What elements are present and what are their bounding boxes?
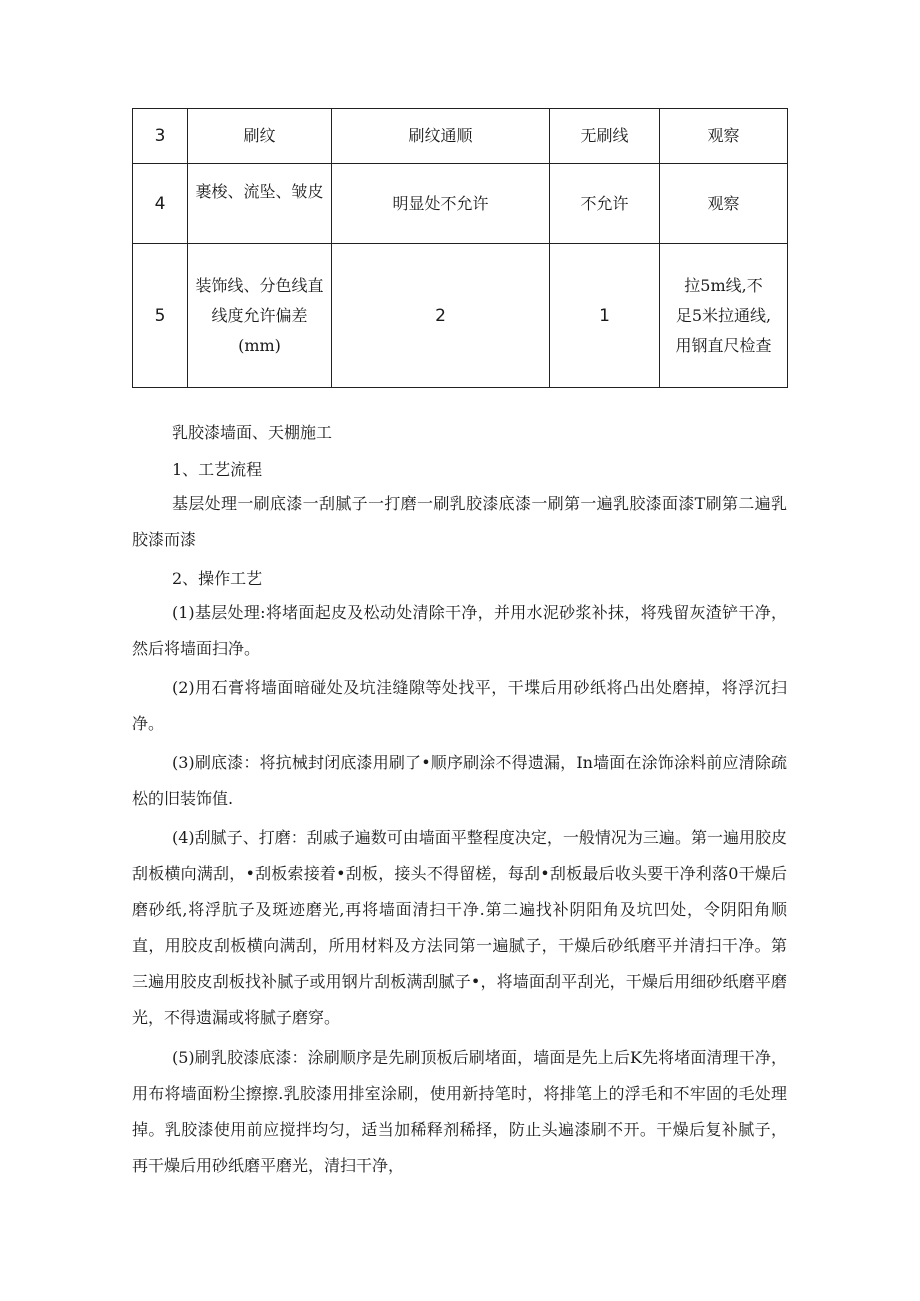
flow-text: 基层处理一刷底漆一刮腻子一打磨一刷乳胶漆底漆一刷第一遍乳胶漆面漆T刷第二遍乳胶漆而漆: [132, 494, 787, 549]
item-line: 线度允许偏差(mm): [211, 305, 308, 355]
standard-cell: 2: [332, 244, 550, 388]
item-cell: [188, 164, 332, 244]
method-cell: [660, 244, 788, 388]
paragraph-2: (2)用石膏将墙面暗碰处及坑洼缝隙等处找平，干堞后用砂纸将凸出处磨掉，将浮沉扫净。: [132, 678, 787, 733]
spec-table: [132, 108, 788, 388]
table-row: [133, 164, 788, 244]
item-cell-text: 裹梭、流坠、皱皮: [195, 181, 324, 201]
item-line: 装饰线、分色线直: [195, 275, 324, 295]
paragraph-4: (4)刮腻子、打磨：刮戚子遍数可由墙面平整程度决定，一般情况为三遍。第一遍用胶皮刮板横向满刮，•刮板索接着•刮板，接头不得留槎，每刮•刮板最后收头要干净利落0干燥后磨砂纸,将浮肮子及斑迹磨光,再将墙面清扫干净.第二遍找补阴阳角及坑凹处，令阴阳角顺直，用胶皮刮板横向满刮，所用材料及方法同第一遍腻子，干燥后砂纸磨平并清扫干净。第三遍用胶皮刮板找补腻子或用钢片刮板满刮腻子•，将墙面刮平刮光，干燥后用细砂纸磨平磨光，不得遗漏或将腻子磨穿。: [132, 828, 787, 1027]
standard-cell: 明显处不允许: [332, 164, 550, 244]
item-cell: 刷纹: [188, 109, 332, 164]
premium-cell: 1: [550, 244, 660, 388]
premium-cell: 不允许: [550, 164, 660, 244]
paragraph-1: (1)基层处理:将堵面起皮及松动处清除干净，并用水泥砂浆补抹，将残留灰渣铲干净，然后将墙面扫净。: [132, 603, 787, 658]
table-row: [133, 244, 788, 388]
step1-title: 1、工艺流程: [172, 460, 263, 479]
row-number: 4: [133, 164, 188, 244]
method-cell: 观察: [660, 164, 788, 244]
premium-cell: 无刷线: [550, 109, 660, 164]
paragraph-3: (3)刷底漆：将抗械封闭底漆用刷了•顺序刷涂不得遗漏，In墙面在涂饰涂料前应清除疏松的旧装饰值.: [132, 753, 787, 808]
standard-cell: 刷纹通顺: [332, 109, 550, 164]
paragraph-5: (5)刷乳胶漆底漆：涂刷顺序是先刷顶板后刷堵面，墙面是先上后K先将堵面清理干净，用布将墙面粉尘擦擦.乳胶漆用排室涂刷，使用新持笔时，将排笔上的浮毛和不牢固的毛处理掉。乳胶漆使用前应搅拌均匀，适当加稀释剂稀择，防止头遍漆刷不开。干燥后复补腻子，再干燥后用砂纸磨平磨光，清扫干净，: [132, 1048, 787, 1175]
method-line: 用钢直尺检查: [675, 335, 772, 355]
section-title: 乳胶漆墙面、天棚施工: [172, 423, 333, 442]
item-cell: [188, 244, 332, 388]
row-number: 5: [133, 244, 188, 388]
row-number: 3: [133, 109, 188, 164]
method-line: 足5米拉通线,: [675, 305, 772, 325]
table-row: [133, 109, 788, 164]
method-line: 拉5m线,不: [684, 275, 763, 295]
method-cell: 观察: [660, 109, 788, 164]
step2-title: 2、操作工艺: [172, 569, 263, 588]
